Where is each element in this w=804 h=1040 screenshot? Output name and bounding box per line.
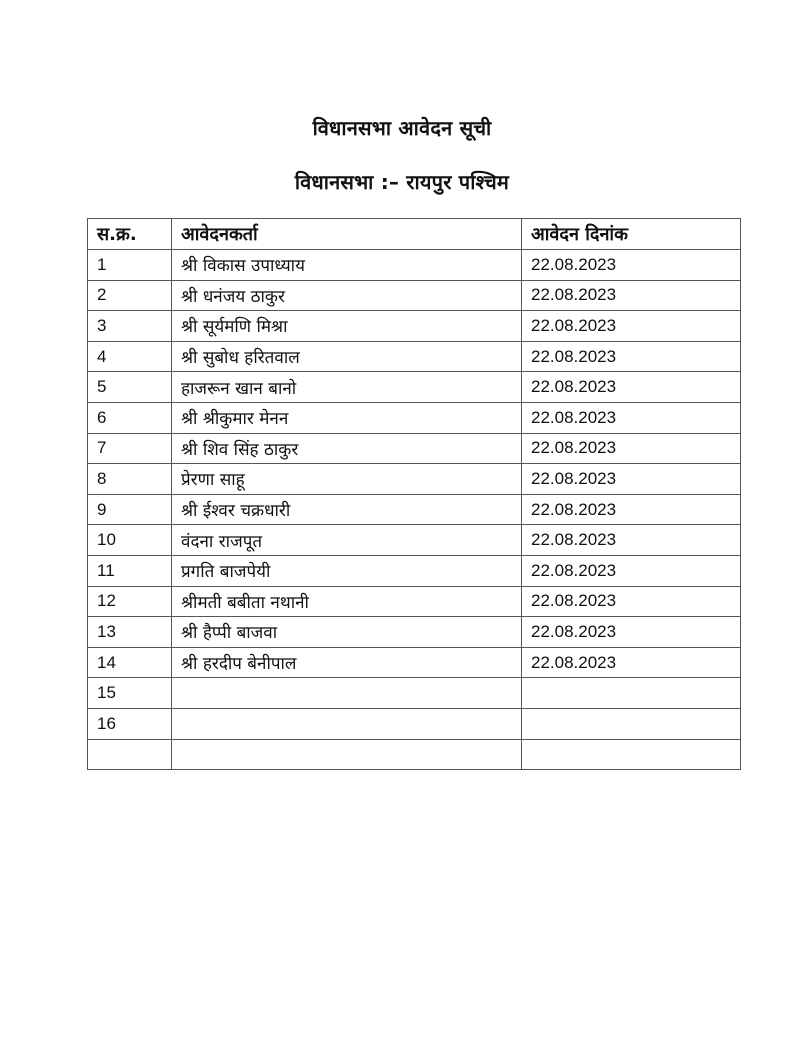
serial-number-cell: 2	[88, 280, 172, 311]
application-date-cell: 22.08.2023	[522, 647, 741, 678]
applicant-name-cell: वंदना राजपूत	[172, 525, 522, 556]
serial-number-cell: 16	[88, 708, 172, 739]
serial-number-cell: 12	[88, 586, 172, 617]
table-row	[88, 280, 741, 311]
application-date-cell: 22.08.2023	[522, 250, 741, 281]
table-row	[88, 372, 741, 403]
serial-number-cell: 11	[88, 555, 172, 586]
application-date-cell	[522, 739, 741, 770]
serial-number-cell: 8	[88, 464, 172, 495]
table-row	[88, 402, 741, 433]
table-row	[88, 617, 741, 648]
table-row	[88, 525, 741, 556]
applicant-name-cell	[172, 739, 522, 770]
applicant-name-cell: प्रेरणा साहू	[172, 464, 522, 495]
document-subtitle: विधानसभा :– रायपुर पश्चिम	[294, 170, 510, 194]
applicant-name-cell	[172, 678, 522, 709]
table-row	[88, 341, 741, 372]
application-date-cell: 22.08.2023	[522, 586, 741, 617]
application-date-cell: 22.08.2023	[522, 402, 741, 433]
table-row	[88, 494, 741, 525]
table-header-row	[88, 219, 741, 250]
applicant-name-cell: हाजरून खान बानो	[172, 372, 522, 403]
applicant-name-cell: श्री धनंजय ठाकुर	[172, 280, 522, 311]
serial-number-cell: 5	[88, 372, 172, 403]
applicant-name-cell: श्रीमती बबीता नथानी	[172, 586, 522, 617]
application-date-cell: 22.08.2023	[522, 372, 741, 403]
serial-number-cell: 14	[88, 647, 172, 678]
applicant-name-cell: श्री विकास उपाध्याय	[172, 250, 522, 281]
document-title: विधानसभा आवेदन सूची	[312, 116, 492, 140]
application-date-cell	[522, 708, 741, 739]
application-date-cell: 22.08.2023	[522, 464, 741, 495]
table-row	[88, 250, 741, 281]
table-body	[88, 250, 741, 770]
table-row	[88, 739, 741, 770]
application-date-cell: 22.08.2023	[522, 341, 741, 372]
application-date-cell: 22.08.2023	[522, 555, 741, 586]
serial-number-cell: 1	[88, 250, 172, 281]
serial-number-cell: 6	[88, 402, 172, 433]
application-date-cell: 22.08.2023	[522, 525, 741, 556]
serial-number-cell: 3	[88, 311, 172, 342]
serial-number-cell: 4	[88, 341, 172, 372]
applicant-name-cell: श्री श्रीकुमार मेनन	[172, 402, 522, 433]
application-date-cell	[522, 678, 741, 709]
applicant-name-cell: श्री सूर्यमणि मिश्रा	[172, 311, 522, 342]
table-row	[88, 464, 741, 495]
table-row	[88, 555, 741, 586]
application-date-cell: 22.08.2023	[522, 280, 741, 311]
applicant-name-cell: श्री ईश्वर चक्रधारी	[172, 494, 522, 525]
serial-number-cell: 7	[88, 433, 172, 464]
header-applicant: आवेदनकर्ता	[172, 219, 522, 250]
header-serial-number: स.क्र.	[88, 219, 172, 250]
header-application-date: आवेदन दिनांक	[522, 219, 741, 250]
application-date-cell: 22.08.2023	[522, 494, 741, 525]
applicant-name-cell: प्रगति बाजपेयी	[172, 555, 522, 586]
applicant-name-cell: श्री शिव सिंह ठाकुर	[172, 433, 522, 464]
table-row	[88, 708, 741, 739]
applicant-name-cell	[172, 708, 522, 739]
application-date-cell: 22.08.2023	[522, 311, 741, 342]
table-row	[88, 433, 741, 464]
applicant-name-cell: श्री हैप्पी बाजवा	[172, 617, 522, 648]
serial-number-cell	[88, 739, 172, 770]
serial-number-cell: 15	[88, 678, 172, 709]
application-date-cell: 22.08.2023	[522, 617, 741, 648]
application-date-cell: 22.08.2023	[522, 433, 741, 464]
applicant-name-cell: श्री हरदीप बेनीपाल	[172, 647, 522, 678]
applicant-name-cell: श्री सुबोध हरितवाल	[172, 341, 522, 372]
applicant-table	[87, 218, 741, 770]
serial-number-cell: 10	[88, 525, 172, 556]
serial-number-cell: 13	[88, 617, 172, 648]
serial-number-cell: 9	[88, 494, 172, 525]
table-row	[88, 678, 741, 709]
table-row	[88, 311, 741, 342]
table-row	[88, 647, 741, 678]
table-row	[88, 586, 741, 617]
